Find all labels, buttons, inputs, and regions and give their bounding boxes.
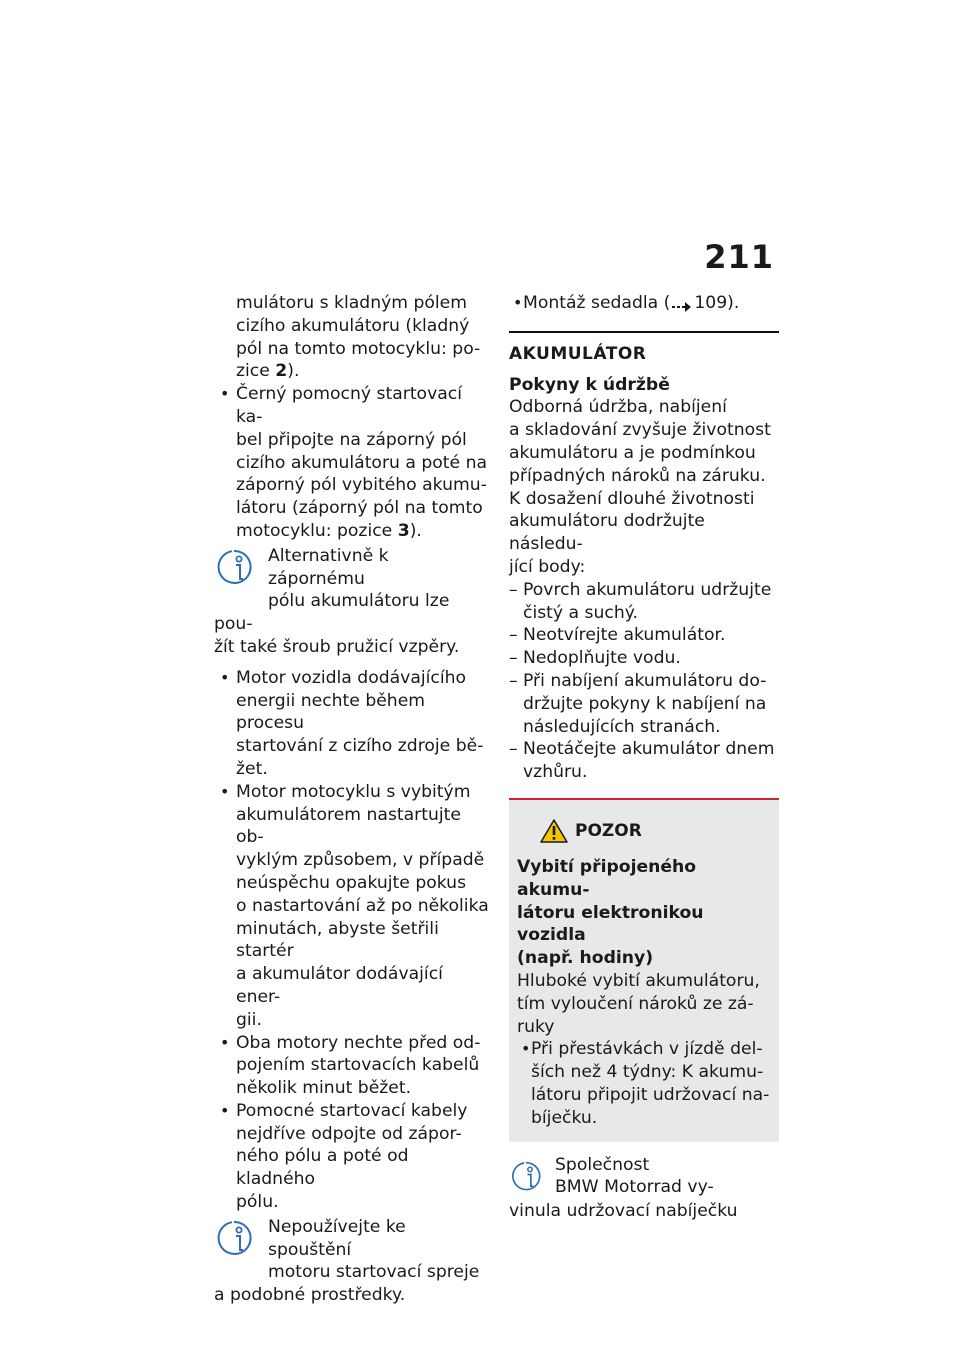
text-line: látoru (záporný pól na tomto: [236, 498, 483, 519]
arrow-right-icon: [672, 297, 692, 309]
text-line: Neotvírejte akumulátor.: [523, 625, 726, 646]
text-line: vzhůru.: [523, 762, 588, 783]
text-line: pólu akumulátoru lze pou-: [214, 591, 450, 635]
bullet-item: [509, 292, 779, 315]
position-ref: 3: [397, 520, 410, 541]
section-title: AKUMULÁTOR: [509, 343, 647, 364]
section-divider: [509, 331, 779, 333]
text-line: • Oba motory nechte před od-: [236, 1032, 481, 1053]
caution-title: [517, 856, 771, 970]
info-note: [509, 1154, 779, 1223]
dash-marker: –: [509, 670, 518, 691]
caution-label: POZOR: [575, 820, 642, 841]
dash-marker: –: [509, 739, 518, 760]
text-line: gii.: [236, 1009, 262, 1030]
caution-header: [517, 816, 771, 856]
text-line: ného pólu a poté od kladného: [236, 1146, 409, 1190]
text-line: bíječku.: [531, 1107, 598, 1128]
text-fragment: zice: [236, 361, 276, 382]
text-line: minutách, abyste šetřili startér: [236, 918, 439, 962]
list-item: [509, 579, 779, 625]
text-line: • Motor motocyklu s vybitým: [236, 781, 471, 802]
text-line: • Pomocné startovací kabely: [236, 1100, 468, 1121]
text-line: Při nabíjení akumulátoru do-: [523, 670, 767, 691]
left-column: [214, 292, 490, 1315]
text-fragment: ).: [727, 293, 740, 313]
text-line: akumulátoru a je podmínkou: [509, 442, 756, 463]
text-line: [236, 520, 490, 543]
intro-paragraph: [214, 292, 490, 383]
text-line: ruky: [517, 1016, 555, 1037]
subsection-title: Pokyny k údržbě: [509, 374, 670, 395]
text-line: cizího akumulátoru (kladný: [236, 315, 470, 336]
info-icon: [509, 1154, 551, 1200]
text-line: držujte pokyny k nabíjení na: [523, 693, 767, 714]
text-line: neúspěchu opakujte pokus: [236, 872, 467, 893]
list-item: [509, 738, 779, 784]
text-line: jící body:: [509, 556, 586, 577]
text-line: vinula udržovací nabíječku: [509, 1200, 738, 1221]
info-icon: [214, 1216, 264, 1262]
text-line: [236, 360, 490, 383]
text-line: pojením startovacích kabelů: [236, 1055, 480, 1076]
bullet-item: [214, 383, 490, 543]
info-icon: [214, 545, 264, 591]
list-item: [509, 670, 779, 738]
text-line: • Černý pomocný startovací ka-: [236, 384, 463, 427]
page-reference-link[interactable]: 109: [694, 293, 728, 313]
text-line: startování z cizího zdroje bě-: [236, 736, 484, 757]
dash-marker: –: [509, 648, 518, 669]
bullet-item: [214, 1100, 490, 1214]
text-line: • Motor vozidla dodávajícího: [236, 667, 467, 688]
text-line: o nastartování až po několika: [236, 895, 489, 916]
text-line: Hluboké vybití akumulátoru,: [517, 970, 760, 991]
dash-marker: –: [509, 625, 518, 646]
text-line: Odborná údržba, nabíjení: [509, 397, 727, 418]
text-line: Vybití připojeného akumu-: [517, 856, 697, 900]
text-line: pólu.: [236, 1192, 279, 1213]
position-ref: 2: [275, 361, 288, 382]
text-line: a skladování zvyšuje životnost: [509, 420, 771, 441]
dash-marker: –: [509, 579, 518, 600]
text-line: akumulátoru dodržujte následu-: [509, 511, 705, 555]
text-line: pól na tomto motocyklu: po-: [236, 338, 481, 359]
dash-list: [509, 579, 779, 784]
text-line: bel připojte na záporný pól: [236, 429, 467, 450]
right-column: [509, 292, 779, 1230]
text-line: Alternativně k zápornému: [268, 545, 389, 589]
text-line: případných nároků na záruku.: [509, 465, 766, 486]
text-line: (např. hodiny): [517, 948, 654, 969]
text-fragment: ).: [409, 520, 422, 541]
text-fragment: motocyklu: pozice: [236, 520, 398, 541]
text-line: akumulátorem nastartujte ob-: [236, 804, 461, 848]
caution-box: [509, 798, 779, 1142]
text-line: žít také šroub pružicí vzpěry.: [214, 636, 460, 657]
warning-triangle-icon: [539, 818, 569, 851]
list-item: [509, 647, 779, 670]
text-line: záporný pól vybitého akumu-: [236, 475, 487, 496]
text-line: Neotáčejte akumulátor dnem: [523, 739, 775, 760]
text-line: nejdříve odpojte od zápor-: [236, 1123, 462, 1144]
bullet-item: [214, 781, 490, 1032]
text-line: a podobné prostředky.: [214, 1285, 406, 1306]
text-line: Povrch akumulátoru udržujte: [523, 579, 772, 600]
info-note: [214, 545, 490, 659]
text-line: látoru elektronikou vozidla: [517, 902, 704, 946]
text-line: následujících stranách.: [523, 716, 721, 737]
text-line: Společnost: [555, 1154, 650, 1175]
bullet-item: [517, 1038, 771, 1129]
text-line: BMW Motorrad vy-: [555, 1177, 714, 1198]
text-line: Nepoužívejte ke spouštění: [268, 1216, 406, 1260]
paragraph: [509, 396, 779, 578]
text-fragment: Montáž sedadla (: [523, 293, 671, 313]
text-line: tím vyloučení nároků ze zá-: [517, 993, 754, 1014]
text-line: látoru připojit udržovací na-: [531, 1084, 770, 1105]
text-fragment: ).: [287, 361, 300, 382]
text-line: a akumulátor dodávající ener-: [236, 964, 443, 1007]
bullet-item: [214, 1032, 490, 1100]
text-line: žet.: [236, 758, 268, 779]
bullet-item: [214, 667, 490, 781]
text-line: několik minut běžet.: [236, 1078, 412, 1099]
text-line: motoru startovací spreje: [268, 1262, 480, 1283]
text-line: • Při přestávkách v jízdě del-: [531, 1039, 763, 1060]
text-line: K dosažení dlouhé životnosti: [509, 488, 755, 509]
text-line: Nedoplňujte vodu.: [523, 648, 681, 669]
text-line: energii nechte během procesu: [236, 690, 426, 734]
text-line: vyklým způsobem, v případě: [236, 850, 485, 871]
list-item: [509, 624, 779, 647]
page-number: 211: [704, 238, 774, 276]
text-line: ších než 4 týdny: K akumu-: [531, 1062, 764, 1083]
info-note: [214, 1216, 490, 1307]
text-line: mulátoru s kladným pólem: [236, 293, 467, 313]
text-line: cizího akumulátoru a poté na: [236, 452, 487, 473]
caution-text: [517, 970, 771, 1038]
text-line: čistý a suchý.: [523, 602, 638, 623]
